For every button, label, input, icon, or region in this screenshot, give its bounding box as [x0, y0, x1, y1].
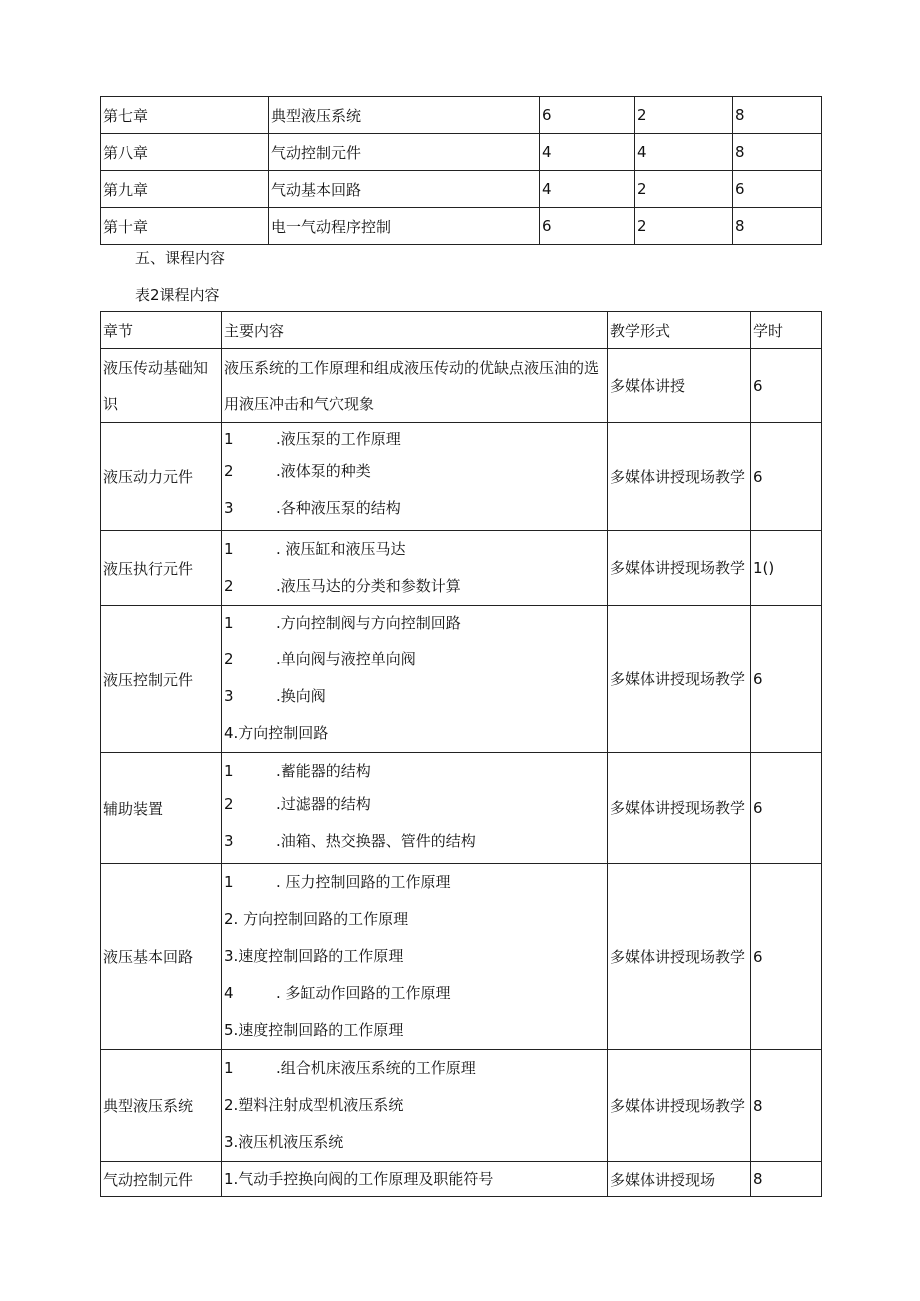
table-row [101, 349, 822, 423]
content-cell [222, 606, 608, 753]
line-text: .油箱、热交换器、管件的结构 [276, 832, 476, 850]
content-cell [222, 864, 608, 1050]
line-text: .方向控制阀与方向控制回路 [276, 614, 461, 632]
line-number: 3 [224, 832, 234, 850]
line-text: .液压马达的分类和参数计算 [276, 577, 461, 595]
hours-cell: 1() [751, 531, 822, 606]
content-line [224, 426, 605, 453]
table-row [101, 531, 822, 606]
line-text: .换向阀 [276, 687, 326, 705]
line-number: 2 [224, 462, 234, 480]
hours-cell: 8 [751, 1162, 822, 1197]
form-cell: 多媒体讲授现场教学 [608, 864, 751, 1050]
chapter-cell: 典型液压系统 [101, 1050, 222, 1162]
table-row [101, 606, 822, 753]
chapter-cell: 液压基本回路 [101, 864, 222, 1050]
content-line [224, 756, 605, 786]
value-cell: 4 [540, 134, 635, 171]
line-text: .各种液压泵的结构 [276, 499, 401, 517]
chapter-cell: 液压控制元件 [101, 606, 222, 753]
content-cell [222, 753, 608, 864]
line-number: 3 [224, 687, 234, 705]
content-cell [222, 1050, 608, 1162]
content-cell [222, 1162, 608, 1197]
form-cell: 多媒体讲授现场教学 [608, 531, 751, 606]
table-row [101, 171, 822, 208]
form-cell: 多媒体讲授现场教学 [608, 1050, 751, 1162]
line-number: 2 [224, 577, 234, 595]
chapter-cell: 第八章 [101, 134, 269, 171]
table-row [101, 97, 822, 134]
title-cell: 典型液压系统 [269, 97, 540, 134]
line-number: 2 [224, 795, 234, 813]
chapter-cell: 气动控制元件 [101, 1162, 222, 1197]
content-line [224, 901, 605, 938]
content-cell [222, 531, 608, 606]
line-number: 4 [224, 984, 234, 1002]
hours-cell: 6 [751, 423, 822, 531]
line-text: 2. 方向控制回路的工作原理 [224, 910, 409, 928]
table-row [101, 208, 822, 245]
line-text: .单向阀与液控单向阀 [276, 650, 416, 668]
form-cell: 多媒体讲授现场教学 [608, 423, 751, 531]
chapter-cell: 第七章 [101, 97, 269, 134]
content-line [224, 1087, 605, 1124]
title-cell: 气动控制元件 [269, 134, 540, 171]
table-row [101, 423, 822, 531]
line-text: . 液压缸和液压马达 [276, 540, 406, 558]
content-line [224, 1124, 605, 1161]
chapter-cell: 液压传动基础知识 [101, 349, 222, 423]
table-row [101, 1162, 822, 1197]
line-text: .组合机床液压系统的工作原理 [276, 1059, 476, 1077]
content-line [224, 490, 605, 527]
chapter-cell: 第九章 [101, 171, 269, 208]
line-text: 4.方向控制回路 [224, 724, 329, 742]
hours-cell: 6 [751, 349, 822, 423]
line-number: 1 [224, 614, 234, 632]
line-text: .蓄能器的结构 [276, 762, 371, 780]
line-number: 1 [224, 1059, 234, 1077]
content-cell [222, 423, 608, 531]
value-cell: 8 [733, 97, 822, 134]
value-cell: 4 [540, 171, 635, 208]
line-text: 5.速度控制回路的工作原理 [224, 1021, 404, 1039]
chapter-cell: 液压动力元件 [101, 423, 222, 531]
line-text: 1.气动手控换向阀的工作原理及职能符号 [224, 1169, 494, 1188]
value-cell: 2 [635, 97, 733, 134]
content-line [224, 975, 605, 1012]
content-line [224, 641, 605, 678]
value-cell: 8 [733, 208, 822, 245]
line-number: 1 [224, 540, 234, 558]
content-line [224, 786, 605, 823]
line-text: . 多缸动作回路的工作原理 [276, 984, 451, 1002]
table-caption: 表2课程内容 [135, 286, 220, 304]
content-line [224, 606, 605, 641]
value-cell: 4 [635, 134, 733, 171]
form-cell: 多媒体讲授 [608, 349, 751, 423]
header-form: 教学形式 [608, 312, 751, 349]
value-cell: 8 [733, 134, 822, 171]
line-number: 1 [224, 430, 234, 448]
content-line [224, 678, 605, 715]
line-text: 2.塑料注射成型机液压系统 [224, 1096, 404, 1114]
header-hours: 学时 [751, 312, 822, 349]
content-cell: 液压系统的工作原理和组成液压传动的优缺点液压油的选用液压冲击和气穴现象 [222, 349, 608, 423]
value-cell: 2 [635, 208, 733, 245]
form-cell: 多媒体讲授现场教学 [608, 606, 751, 753]
hours-summary-table [100, 96, 822, 245]
title-cell: 气动基本回路 [269, 171, 540, 208]
chapter-cell: 辅助装置 [101, 753, 222, 864]
title-cell: 电一气动程序控制 [269, 208, 540, 245]
header-chapter: 章节 [101, 312, 222, 349]
line-text: 3.液压机液压系统 [224, 1133, 344, 1151]
header-content: 主要内容 [222, 312, 608, 349]
table-row [101, 1050, 822, 1162]
line-number: 3 [224, 499, 234, 517]
line-text: .液体泵的种类 [276, 462, 371, 480]
content-line [224, 823, 605, 860]
line-text: . 压力控制回路的工作原理 [276, 873, 451, 891]
form-cell: 多媒体讲授现场教学 [608, 753, 751, 864]
content-line [224, 531, 605, 568]
hours-cell: 8 [751, 1050, 822, 1162]
table-row [101, 753, 822, 864]
line-number: 1 [224, 873, 234, 891]
form-cell: 多媒体讲授现场 [608, 1162, 751, 1197]
line-number: 2 [224, 650, 234, 668]
value-cell: 6 [540, 208, 635, 245]
chapter-cell: 第十章 [101, 208, 269, 245]
content-line [224, 568, 605, 605]
course-content-table [100, 311, 822, 1197]
line-text: .过滤器的结构 [276, 795, 371, 813]
content-line [224, 864, 605, 901]
line-number: 1 [224, 762, 234, 780]
hours-cell: 6 [751, 753, 822, 864]
content-line [224, 715, 605, 752]
header-row [101, 312, 822, 349]
content-line [224, 1163, 605, 1196]
content-line [224, 938, 605, 975]
hours-cell: 6 [751, 606, 822, 753]
table-row [101, 864, 822, 1050]
chapter-cell: 液压执行元件 [101, 531, 222, 606]
value-cell: 6 [540, 97, 635, 134]
line-text: 3.速度控制回路的工作原理 [224, 947, 404, 965]
value-cell: 6 [733, 171, 822, 208]
table-row [101, 134, 822, 171]
value-cell: 2 [635, 171, 733, 208]
content-line [224, 453, 605, 490]
section-heading: 五、课程内容 [135, 249, 226, 267]
line-text: .液压泵的工作原理 [276, 430, 401, 448]
content-line [224, 1050, 605, 1087]
content-line [224, 1012, 605, 1049]
hours-cell: 6 [751, 864, 822, 1050]
